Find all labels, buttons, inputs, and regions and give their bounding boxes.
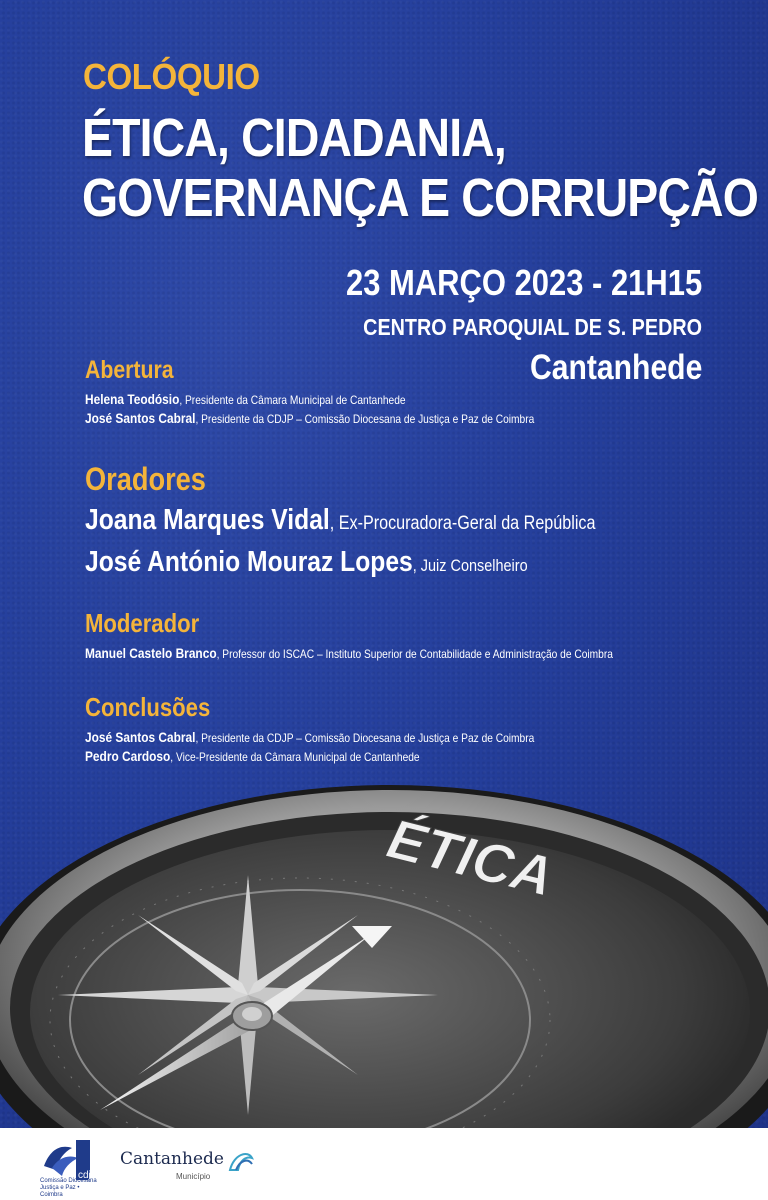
person-role: , Presidente da CDJP – Comissão Diocesana de Justiça e Paz de Coimbra bbox=[195, 731, 535, 745]
cantanhede-logo bbox=[120, 1144, 256, 1181]
list-item bbox=[85, 542, 595, 586]
event-city: Cantanhede bbox=[529, 348, 702, 387]
person-name: José António Mouraz Lopes bbox=[85, 546, 413, 578]
event-date-time: 23 MARÇO 2023 - 21H15 bbox=[345, 262, 702, 303]
footer-bar bbox=[0, 1128, 768, 1200]
person-role: , Presidente da Câmara Municipal de Cantanhede bbox=[179, 393, 406, 407]
section-abertura bbox=[85, 356, 614, 426]
person-name: Manuel Castelo Branco bbox=[85, 645, 217, 661]
event-venue: CENTRO PAROQUIAL DE S. PEDRO bbox=[363, 314, 702, 340]
person-role: , Presidente da CDJP – Comissão Diocesana de Justiça e Paz de Coimbra bbox=[195, 412, 535, 426]
title-line-2: GOVERNANÇA E CORRUPÇÃO bbox=[82, 168, 759, 228]
section-oradores bbox=[85, 461, 686, 586]
list-item bbox=[85, 645, 613, 661]
list-item bbox=[85, 391, 534, 407]
section-heading: Abertura bbox=[85, 356, 174, 384]
list-item bbox=[85, 410, 534, 426]
cantanhede-subtitle: Município bbox=[176, 1172, 211, 1181]
section-heading: Moderador bbox=[85, 608, 200, 638]
cdjp-caption: Comissão Diocesana Justiça e Paz • Coimbra bbox=[40, 1178, 97, 1198]
person-name: José Santos Cabral bbox=[85, 410, 196, 426]
person-name: Joana Marques Vidal bbox=[85, 504, 330, 536]
person-role: , Ex-Procuradora-Geral da República bbox=[329, 513, 596, 534]
cdjp-logo-text: cdjp bbox=[78, 1170, 97, 1181]
person-name: José Santos Cabral bbox=[85, 729, 196, 745]
compass-illustration bbox=[0, 780, 768, 1128]
list-item bbox=[85, 502, 595, 542]
cantanhede-name: Cantanhede bbox=[120, 1149, 224, 1169]
person-role: , Vice-Presidente da Câmara Municipal de Cantanhede bbox=[170, 750, 420, 764]
person-name: Helena Teodósio bbox=[85, 391, 180, 407]
person-role: , Juiz Conselheiro bbox=[412, 556, 528, 575]
list-item bbox=[85, 748, 534, 764]
event-kicker: COLÓQUIO bbox=[83, 56, 260, 97]
person-name: Pedro Cardoso bbox=[85, 748, 171, 764]
section-heading: Conclusões bbox=[85, 692, 211, 722]
person-role: , Professor do ISCAC – Instituto Superior de Contabilidade e Administração de Coimbra bbox=[216, 647, 613, 661]
list-item bbox=[85, 729, 534, 745]
cantanhede-emblem-icon bbox=[226, 1144, 256, 1174]
section-heading: Oradores bbox=[85, 461, 206, 497]
compass-label: ÉTICA bbox=[381, 806, 560, 909]
section-conclusoes bbox=[85, 692, 614, 764]
section-moderador bbox=[85, 608, 706, 661]
title-line-1: ÉTICA, CIDADANIA, bbox=[82, 108, 506, 168]
event-title bbox=[82, 108, 758, 228]
